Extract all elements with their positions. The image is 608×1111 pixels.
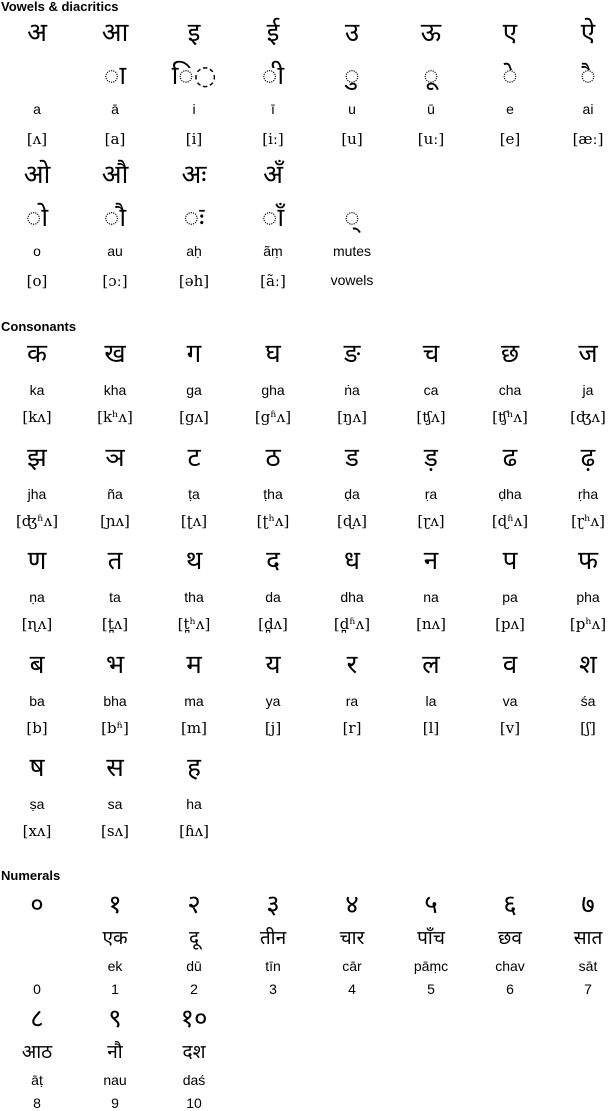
vowel-transliteration: e [506,101,514,117]
consonant-letter: ट [187,442,201,473]
numeral-word: नौ [107,1041,123,1063]
consonant-transliteration: ba [29,692,45,709]
consonant-ipa: [ɳʌ] [21,615,53,633]
consonant-letter: ञ [105,442,125,473]
consonant-ipa: [ŋʌ] [337,408,367,426]
vowel-transliteration: u [348,101,356,117]
numeral-transliteration: cār [342,958,362,974]
numeral-word: सात [573,927,603,949]
consonants-heading: Consonants [1,319,77,334]
consonant-letter: छ [500,339,520,369]
consonant-transliteration: ṇa [29,589,45,605]
consonant-letter: थ [185,546,203,576]
consonant-letter: ड़ [424,442,438,473]
consonant-transliteration: bha [103,692,127,709]
consonant-letter: ढ [502,442,518,473]
vowel-transliteration: a [33,101,41,117]
consonant-letter: द [266,546,280,576]
vowel-letter: अँ [263,160,283,190]
consonant-transliteration: dha [340,589,364,605]
vowel-letter: उ [344,18,360,48]
vowel-letter: औ [101,160,129,190]
consonant-transliteration: cha [498,382,522,398]
numeral-value: 8 [33,1095,41,1111]
consonant-transliteration: ha [186,796,202,812]
consonant-ipa: [bʱ] [101,718,129,737]
numeral-digit: २ [187,890,201,920]
numeral-digit: ८ [30,1004,44,1034]
consonant-transliteration: ya [265,692,281,709]
consonant-letter: प [502,546,518,576]
consonant-letter: ग [186,339,202,369]
vowel-diacritic: ◌ै [580,61,596,91]
consonant-transliteration: śa [580,692,596,709]
consonant-transliteration: tha [184,589,204,605]
vowel-letter: अ [27,18,47,48]
vowel-letter: ए [502,18,518,48]
vowel-letter: अः [181,160,207,190]
vowel-ipa: [əh] [178,272,210,290]
vowel-ipa: [o] [26,272,48,290]
vowel-ipa: [ãː] [260,272,286,290]
numeral-word: आठ [21,1041,53,1063]
consonant-transliteration: ṛa [424,485,438,502]
vowel-letter: ऐ [580,18,596,48]
numeral-digit: ३ [266,890,280,920]
vowel-ipa: [uː] [417,130,445,148]
consonant-transliteration: gha [261,382,285,398]
consonant-letter: फ [577,546,599,576]
consonant-letter: व [502,649,518,680]
consonant-letter: ङ [343,339,361,369]
consonant-transliteration: pa [502,589,518,605]
consonant-transliteration: ṭha [263,485,283,502]
vowel-transliteration: ai [582,101,594,117]
numeral-word: दू [188,927,200,949]
consonant-transliteration: kha [103,382,127,398]
consonant-ipa: [ɽʰʌ] [571,511,605,530]
consonant-ipa: [ɲʌ] [100,511,130,530]
consonant-letter: ध [344,546,360,576]
consonant-transliteration: ña [107,485,123,502]
consonant-transliteration: da [265,589,281,605]
consonant-letter: स [106,753,124,783]
consonant-transliteration: ga [186,382,202,398]
numeral-value: 0 [33,981,41,997]
vowel-ipa: [a] [104,130,126,148]
vowel-transliteration: ā [111,101,119,117]
vowel-ipa: [ʌ] [26,130,48,148]
vowel-ipa: [iː] [262,130,284,148]
consonant-transliteration: ma [184,692,204,709]
vowel-diacritic: ◌ाँ [261,203,285,233]
vowel-ipa: [e] [499,130,521,148]
consonant-ipa: [d̪ʌ] [258,615,288,633]
consonant-ipa: [m] [181,718,207,737]
consonant-ipa: [b] [26,718,48,737]
vowel-letter: ऊ [420,18,442,48]
numeral-digit: ४ [345,890,359,920]
numeral-transliteration: āṭ [31,1072,43,1088]
vowel-ipa: [æː] [572,130,604,148]
vowel-ipa: [u] [341,130,363,148]
numeral-digit: ७ [581,890,595,920]
numeral-word: छव [498,927,522,949]
consonant-ipa: [ɽʌ] [417,511,445,530]
vowel-diacritic: ि◌ [171,61,217,91]
consonant-transliteration: ḍa [344,485,360,502]
numeral-value: 4 [348,981,356,997]
consonant-letter: र [346,649,358,680]
consonant-transliteration: ṅa [344,382,360,398]
numeral-transliteration: ek [107,958,123,974]
consonant-ipa: [ʤʱʌ] [15,511,59,530]
numeral-transliteration: sāt [578,958,598,974]
numeral-transliteration: chav [495,958,525,974]
consonant-transliteration: ja [582,382,594,398]
consonant-ipa: [t̪ʰʌ] [177,615,211,633]
consonant-ipa: [v] [499,718,521,737]
consonant-ipa: [xʌ] [22,822,52,840]
consonant-letter: ब [29,649,45,680]
vowel-transliteration: ī [271,101,275,117]
consonant-transliteration: sa [107,796,123,812]
consonant-transliteration: pha [576,589,600,605]
vowel-transliteration: i [192,101,196,117]
consonant-ipa: [r] [342,718,362,737]
consonant-ipa: [kʌ] [22,408,52,426]
consonant-ipa: [gʌ] [179,408,209,426]
consonant-transliteration: ṣa [29,796,45,812]
consonant-ipa: [ʤʌ] [570,408,606,426]
consonant-letter: ठ [265,442,281,473]
numeral-transliteration: nau [103,1072,127,1088]
consonant-letter: ण [27,546,47,576]
consonant-letter: क [27,339,47,369]
vowel-diacritic: ◌े [502,61,518,91]
consonant-ipa: [t̪ʌ] [101,615,129,633]
consonant-letter: ख [104,339,126,369]
numeral-transliteration: tīn [265,958,281,974]
consonant-transliteration: ṛha [577,485,599,502]
consonant-letter: च [422,339,440,369]
consonant-letter: ल [422,649,440,680]
vowel-letter: ई [266,18,280,48]
numeral-word: चार [339,927,365,949]
numeral-value: 1 [111,981,119,997]
consonant-letter: श [579,649,597,680]
vowel-diacritic: ◌ः [183,203,205,233]
consonant-transliteration: ca [423,382,439,398]
consonant-ipa: [ʧʰʌ] [492,408,528,426]
numeral-transliteration: pāṃc [413,958,449,974]
consonant-ipa: [pʰʌ] [569,615,607,633]
vowel-letter: ओ [23,160,51,190]
consonant-transliteration: va [502,692,518,709]
vowel-letter: आ [101,18,129,48]
consonant-letter: न [423,546,439,576]
numeral-word: पाँच [417,927,445,949]
vowel-diacritic: ◌ु [344,61,360,91]
numeral-value: 5 [427,981,435,997]
vowel-ipa: [ɔː] [102,272,128,290]
consonant-transliteration: la [425,692,437,709]
consonant-transliteration: jha [27,485,47,502]
vowel-diacritic: ◌ू [423,61,439,91]
numeral-transliteration: dū [186,958,202,974]
numeral-value: 10 [186,1095,202,1111]
vowel-diacritic: ◌ो [25,203,49,233]
vowel-transliteration: mutes [332,243,372,259]
consonant-ipa: [d̪ʱʌ] [333,615,371,633]
consonant-letter: ष [29,753,45,783]
consonant-ipa: [ɦʌ] [179,822,209,840]
consonant-ipa: [ʃ] [580,718,596,737]
consonant-ipa: [ʈʰʌ] [256,511,290,530]
numeral-word: तीन [259,927,287,949]
vowel-letter: इ [187,18,201,48]
consonant-ipa: [ɖʌ] [337,511,367,530]
numeral-digit: ० [30,890,44,920]
numeral-value: 2 [190,981,198,997]
consonant-ipa: [l] [422,718,440,737]
vowel-ipa: [i] [185,130,203,148]
consonant-letter: भ [105,649,125,680]
consonant-ipa: [ʧʌ] [416,408,446,426]
consonant-ipa: [kʰʌ] [97,408,133,426]
numeral-digit: ६ [503,890,517,920]
vowels-heading: Vowels & diacritics [1,0,119,14]
vowel-transliteration: ãṃ [263,243,283,259]
vowel-diacritic: ◌् [344,203,360,233]
consonant-letter: झ [27,442,47,473]
consonant-letter: घ [265,339,281,369]
numeral-value: 9 [111,1095,119,1111]
consonant-letter: त [107,546,123,576]
vowel-transliteration: o [33,243,41,259]
consonant-transliteration: ḍha [498,485,522,502]
consonant-transliteration: na [423,589,439,605]
consonant-transliteration: ka [29,382,45,398]
consonant-ipa: [ʈʌ] [180,511,208,530]
numeral-word: एक [102,927,128,949]
numeral-digit: ९ [108,1004,122,1034]
vowel-transliteration: ū [427,101,435,117]
consonant-letter: ज [578,339,598,369]
consonant-letter: ढ़ [580,442,596,473]
numeral-value: 3 [269,981,277,997]
vowel-transliteration: aḥ [186,243,202,259]
numeral-value: 7 [584,981,592,997]
numeral-word: दश [182,1041,206,1063]
vowel-transliteration: au [107,243,123,259]
vowel-ipa: vowels [330,272,374,288]
vowel-diacritic: ◌ा [103,61,127,91]
consonant-letter: य [265,649,281,680]
consonant-transliteration: ta [109,589,121,605]
consonant-transliteration: ra [345,692,359,709]
numeral-digit: १ [108,890,122,920]
consonant-transliteration: ṭa [188,485,200,502]
vowel-diacritic: ◌ी [261,61,285,91]
numeral-digit: १० [180,1004,208,1034]
numeral-value: 6 [506,981,514,997]
consonant-letter: म [186,649,202,680]
consonant-letter: ह [187,753,201,783]
consonant-ipa: [nʌ] [416,615,446,633]
consonant-ipa: [sʌ] [101,822,129,840]
consonant-ipa: [pʌ] [495,615,525,633]
consonant-letter: ड [345,442,359,473]
numeral-transliteration: daś [182,1072,206,1088]
numerals-heading: Numerals [1,868,61,883]
vowel-diacritic: ◌ौ [103,203,127,233]
consonant-ipa: [gʱʌ] [254,408,292,426]
consonant-ipa: [j] [264,718,282,737]
consonant-ipa: [ɖʱʌ] [491,511,529,530]
numeral-digit: ५ [424,890,438,920]
